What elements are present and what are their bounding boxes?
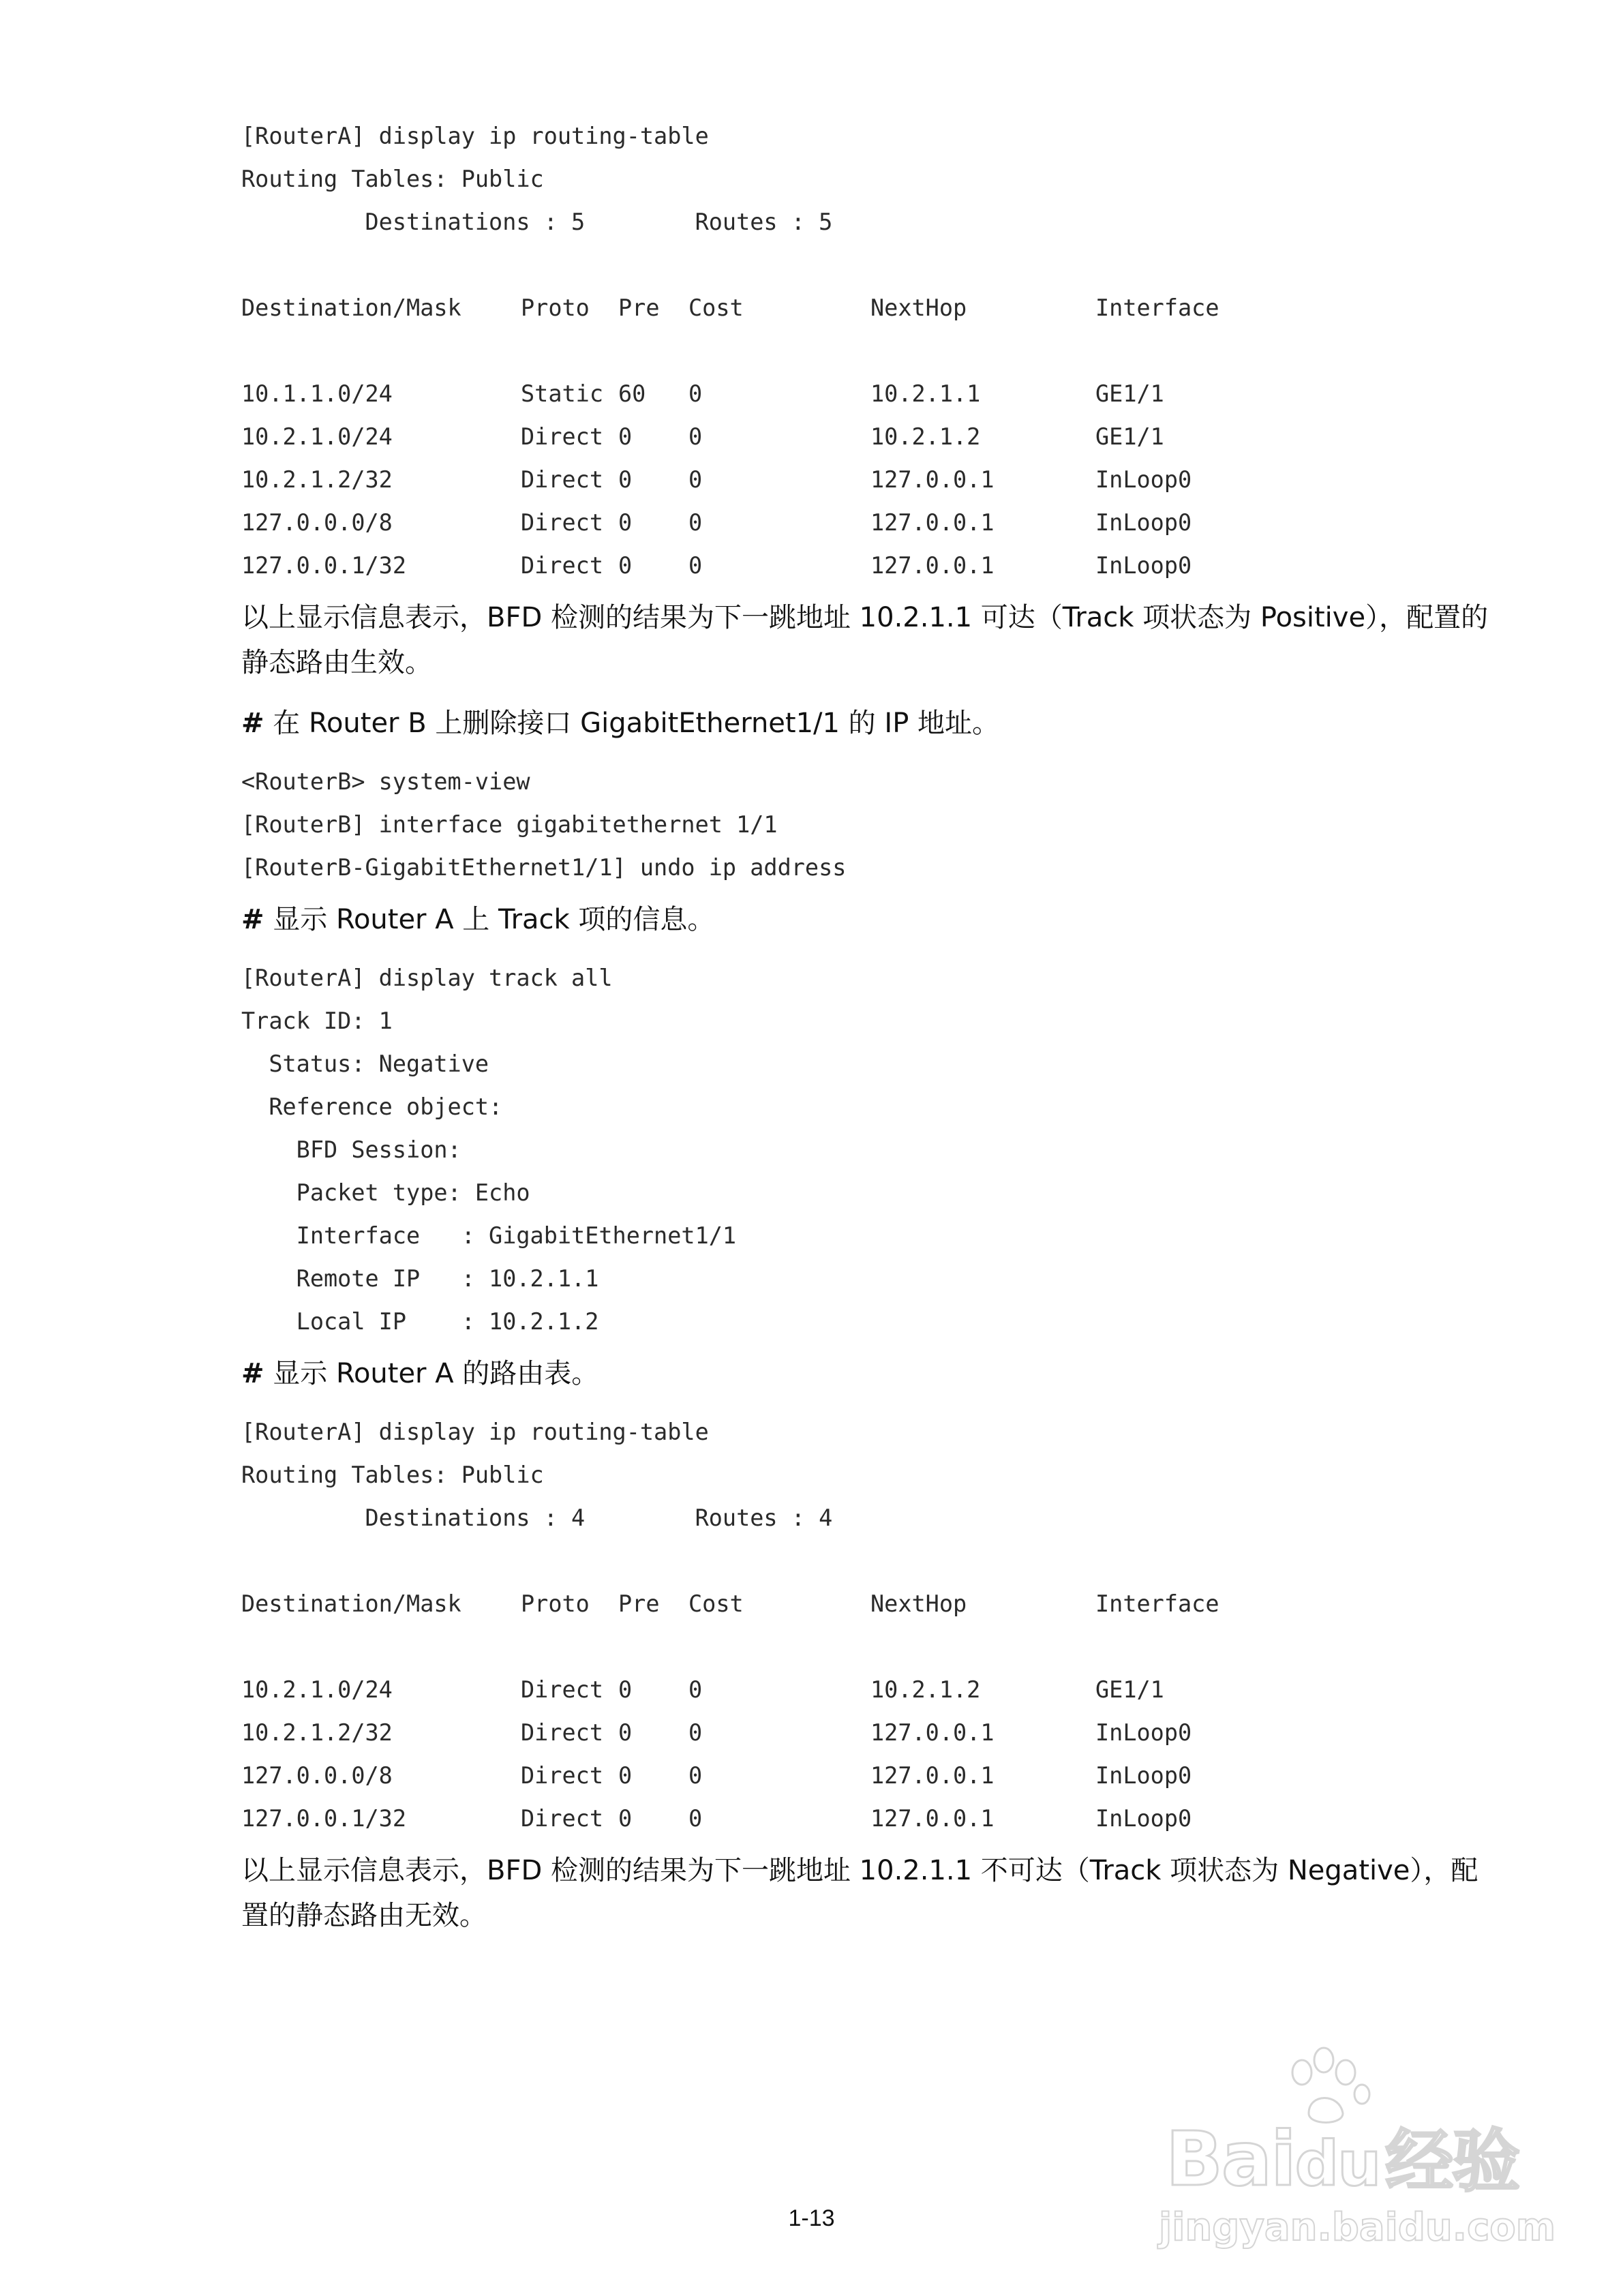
output-line: Remote IP : 10.2.1.1	[241, 1265, 599, 1292]
cell-pre: 0	[618, 1676, 633, 1703]
cell-proto: Static	[521, 380, 604, 407]
cell-pre: 0	[618, 466, 633, 493]
cell-interface: GE1/1	[1095, 380, 1164, 407]
result-paragraph-2: 以上显示信息表示，BFD 检测的结果为下一跳地址 10.2.1.1 不可达（Track 项状态为 Negative），配置的静态路由无效。	[241, 1855, 1478, 1931]
step-text: 显示 Router A 的路由表。	[264, 1358, 599, 1389]
cell-cost: 0	[688, 1762, 703, 1789]
cell-pre: 60	[618, 380, 646, 407]
step-marker: #	[241, 708, 264, 739]
cell-interface: InLoop0	[1095, 1719, 1192, 1746]
cell-nexthop: 127.0.0.1	[870, 466, 995, 493]
cell-interface: GE1/1	[1095, 423, 1164, 450]
cell-proto: Direct	[521, 1719, 604, 1746]
header-nexthop: NextHop	[870, 1590, 967, 1617]
output-line: BFD Session:	[241, 1136, 461, 1163]
cell-nexthop: 127.0.0.1	[870, 1762, 995, 1789]
header-cost: Cost	[688, 294, 744, 321]
command-line: [RouterB] interface gigabitethernet 1/1	[241, 811, 778, 838]
cell-proto: Direct	[521, 509, 604, 536]
step-text: 显示 Router A 上 Track 项的信息。	[264, 904, 715, 935]
output-line: Track ID: 1	[241, 1008, 393, 1034]
cell-cost: 0	[688, 509, 703, 536]
cell-destination: 10.2.1.0/24	[241, 1676, 393, 1703]
cell-destination: 127.0.0.1/32	[241, 552, 407, 579]
cell-proto: Direct	[521, 1676, 604, 1703]
output-line: Packet type: Echo	[241, 1179, 530, 1206]
cell-nexthop: 127.0.0.1	[870, 1805, 995, 1832]
step-marker: #	[241, 904, 264, 935]
cell-destination: 127.0.0.1/32	[241, 1805, 407, 1832]
step-heading-remove-ip	[241, 710, 999, 737]
command-line: [RouterB-GigabitEthernet1/1] undo ip address	[241, 854, 847, 881]
cell-interface: GE1/1	[1095, 1676, 1164, 1703]
cell-destination: 10.2.1.2/32	[241, 1719, 393, 1746]
cell-nexthop: 127.0.0.1	[870, 1719, 995, 1746]
cell-nexthop: 127.0.0.1	[870, 509, 995, 536]
header-cost: Cost	[688, 1590, 744, 1617]
header-destination: Destination/Mask	[241, 1590, 461, 1617]
result-paragraph-1: 以上显示信息表示，BFD 检测的结果为下一跳地址 10.2.1.1 可达（Track 项状态为 Positive），配置的静态路由生效。	[241, 602, 1489, 678]
cell-cost: 0	[688, 1676, 703, 1703]
cell-interface: InLoop0	[1095, 466, 1192, 493]
cell-proto: Direct	[521, 552, 604, 579]
cell-pre: 0	[618, 509, 633, 536]
cell-cost: 0	[688, 423, 703, 450]
header-pre: Pre	[618, 294, 660, 321]
cell-destination: 10.2.1.0/24	[241, 423, 393, 450]
cell-pre: 0	[618, 1805, 633, 1832]
cell-interface: InLoop0	[1095, 509, 1192, 536]
cell-interface: InLoop0	[1095, 1762, 1192, 1789]
cell-pre: 0	[618, 1762, 633, 1789]
cell-pre: 0	[618, 552, 633, 579]
header-interface: Interface	[1095, 1590, 1219, 1617]
command-line: [RouterA] display ip routing-table	[241, 123, 709, 149]
cell-cost: 0	[688, 1805, 703, 1832]
cell-nexthop: 10.2.1.2	[870, 1676, 981, 1703]
cell-destination: 10.2.1.2/32	[241, 466, 393, 493]
command-line: <RouterB> system-view	[241, 768, 530, 795]
cell-destination: 127.0.0.0/8	[241, 509, 393, 536]
watermark-brand: Baidu经验	[1166, 2115, 1519, 2203]
cell-cost: 0	[688, 466, 703, 493]
step-text: 在 Router B 上删除接口 GigabitEthernet1/1 的 IP 地址。	[264, 708, 1000, 739]
header-pre: Pre	[618, 1590, 660, 1617]
output-line: Status: Negative	[241, 1051, 489, 1077]
routing-table-title: Routing Tables: Public	[241, 166, 544, 192]
cell-interface: InLoop0	[1095, 1805, 1192, 1832]
cell-proto: Direct	[521, 1762, 604, 1789]
output-line: Reference object:	[241, 1093, 503, 1120]
routing-table-summary: Destinations : 5 Routes : 5	[241, 209, 833, 235]
header-destination: Destination/Mask	[241, 294, 461, 321]
cell-proto: Direct	[521, 466, 604, 493]
cell-cost: 0	[688, 552, 703, 579]
cell-proto: Direct	[521, 1805, 604, 1832]
output-line: [RouterA] display track all	[241, 965, 613, 991]
routing-table-summary: Destinations : 4 Routes : 4	[241, 1505, 833, 1531]
cell-nexthop: 10.2.1.1	[870, 380, 981, 407]
output-line: Local IP : 10.2.1.2	[241, 1308, 599, 1335]
cell-proto: Direct	[521, 423, 604, 450]
command-line: [RouterA] display ip routing-table	[241, 1419, 709, 1445]
header-proto: Proto	[521, 1590, 590, 1617]
header-interface: Interface	[1095, 294, 1219, 321]
cell-nexthop: 10.2.1.2	[870, 423, 981, 450]
header-proto: Proto	[521, 294, 590, 321]
cell-pre: 0	[618, 423, 633, 450]
step-marker: #	[241, 1358, 264, 1389]
routing-table-title: Routing Tables: Public	[241, 1462, 544, 1488]
cell-nexthop: 127.0.0.1	[870, 552, 995, 579]
cell-cost: 0	[688, 380, 703, 407]
step-heading-routing-table	[241, 1360, 598, 1387]
cell-destination: 10.1.1.0/24	[241, 380, 393, 407]
cell-cost: 0	[688, 1719, 703, 1746]
watermark-url: jingyan.baidu.com	[1159, 2205, 1556, 2250]
baidu-jingyan-watermark	[1145, 2045, 1554, 2250]
header-nexthop: NextHop	[870, 294, 967, 321]
cell-interface: InLoop0	[1095, 552, 1192, 579]
page-number: 1-13	[788, 2205, 835, 2231]
cell-destination: 127.0.0.0/8	[241, 1762, 393, 1789]
step-heading-track-info	[241, 906, 714, 933]
output-line: Interface : GigabitEthernet1/1	[241, 1222, 737, 1249]
cell-pre: 0	[618, 1719, 633, 1746]
